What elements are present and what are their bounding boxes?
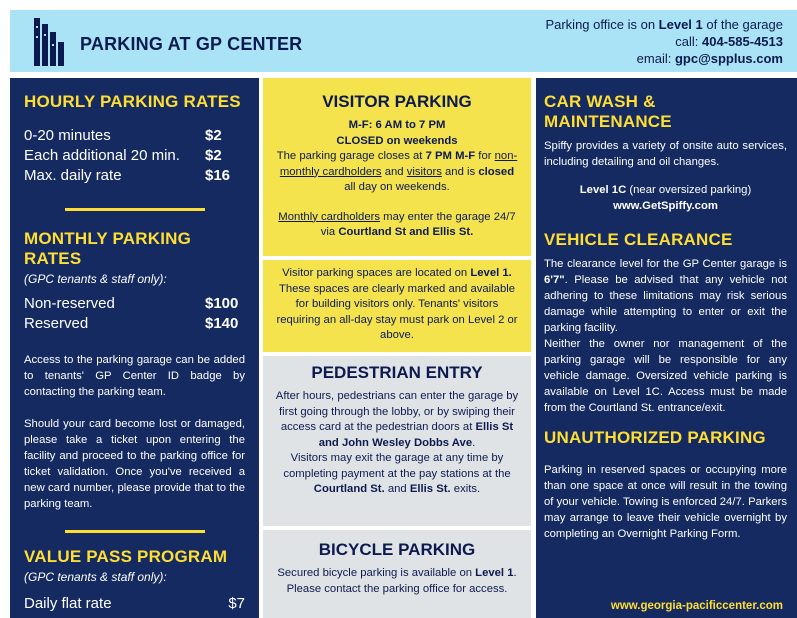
t: Level 1 [475,567,514,579]
middle-column [263,78,531,618]
t: The clearance level for the GP Center garage is [544,258,787,270]
page-title: PARKING AT GP CENTER [80,34,303,54]
phone-number[interactable]: 404-585-4513 [702,34,783,49]
monthly-rates [24,294,245,334]
bicycle-title: BICYCLE PARKING [318,540,476,559]
t: may enter the garage 24/7 via [320,210,516,238]
t: and [381,165,407,178]
visitor-spaces-text [275,266,519,344]
visitor-spaces-box [263,260,531,352]
liability-text: Neither the owner nor management of the parking garage will be responsible for any vehicle damage. Oversized vehicle parking is available on Level 1C. Access must be made from the Courtland St. entrance/exit. [544,338,787,414]
rate-row [24,126,245,146]
rate-row [24,314,245,334]
services-column [536,78,797,618]
t: Ellis St and John Wesley Dobbs Ave [318,421,514,449]
hourly-title: HOURLY PARKING RATES [24,92,241,111]
visitor-parking-box [263,78,531,256]
t: Monthly cardholders [278,210,381,223]
monthly-note: (GPC tenants & staff only): [24,272,167,286]
section-divider [65,208,205,211]
visitor-closed: CLOSED on weekends [336,134,458,147]
section-divider [65,530,205,533]
rate-row [24,594,245,614]
t: Courtland St. [313,483,385,495]
value-pass-note: (GPC tenants & staff only): [24,570,167,584]
t: 6'7" [544,274,565,286]
t: Level 1C [579,184,627,196]
t: for [475,150,495,162]
t: . Please contact the parking office for access. [286,567,517,595]
rate-value: $100 [205,295,239,312]
t: After hours, pedestrians can enter the garage by first going through the lobby, or by swiping their access card at the pedestrian doors at [275,390,519,433]
t: . [472,436,476,449]
visitor-title: VISITOR PARKING [322,92,472,111]
carwash-location [544,182,787,198]
pedestrian-exit-text [273,451,521,498]
monthly-access-text [273,210,521,241]
bicycle-text [275,566,519,597]
office-level: Level 1 [658,17,703,32]
t: all day on weekends. [344,181,450,193]
monthly-title: MONTHLY PARKING RATES [24,229,192,268]
rate-label: Non-reserved [24,295,115,312]
pedestrian-entry-box [263,356,531,526]
clearance-text [544,256,787,336]
t: Visitor parking spaces are located on [282,267,471,279]
rate-row [24,146,245,166]
rate-row [24,166,245,186]
office-text: Parking office is on [545,17,659,32]
t: closed [478,165,515,178]
t: exits. [450,483,481,495]
t: Visitors may exit the garage at any time by completing payment at the pay stations at the [283,452,511,480]
rate-label: Daily flat rate [24,595,112,612]
rates-column [10,78,259,618]
rate-value: $7 [228,595,245,612]
rate-value: $2 [205,127,222,144]
rate-value: $140 [205,315,239,332]
page-header [10,10,797,72]
pedestrian-text [273,389,521,451]
spiffy-link[interactable]: www.GetSpiffy.com [613,200,718,212]
t: Secured bicycle parking is available on [277,567,476,579]
t: Courtland St and Ellis St. [338,226,474,238]
lost-card-text: Should your card become lost or damaged, please take a ticket upon entering the facility and proceed to the parking office for ticket validation. Once you've received a new card number, please provide that to the parking team. [24,418,245,510]
visitor-closing-text [273,149,521,196]
t: and [384,483,410,495]
t: Ellis St. [409,483,451,495]
website-link[interactable]: www.georgia-pacificcenter.com [610,600,783,612]
office-text-post: of the garage [702,17,783,32]
pedestrian-title: PEDESTRIAN ENTRY [311,363,483,382]
value-pass-title: VALUE PASS PROGRAM [24,547,228,566]
t: visitors [406,165,442,178]
rate-row [24,294,245,314]
t: The parking garage closes at [276,150,426,162]
contact-info [545,16,783,67]
carwash-text: Spiffy provides a variety of onsite auto services, including detailing and oil changes. [544,140,787,168]
t: 7 PM M-F [425,150,476,162]
bicycle-parking-box [263,530,531,618]
rate-label: Max. daily rate [24,167,122,184]
t: Level 1. [470,267,512,279]
rate-value: $2 [205,147,222,164]
email-link[interactable]: gpc@spplus.com [674,51,783,66]
gp-logo-icon [32,16,68,68]
badge-access-text: Access to the parking garage can be added to tenants' GP Center ID badge by contacting the parking team. [24,354,245,398]
rate-label: 0-20 minutes [24,127,111,144]
hourly-rates [24,126,245,186]
rate-label: Each additional 20 min. [24,147,180,164]
t: non-monthly cardholders [279,150,518,178]
call-label: call: [675,34,703,49]
clearance-title: VEHICLE CLEARANCE [544,230,733,249]
unauthorized-text: Parking in reserved spaces or occupying more than one space at once will result in the towing of your vehicle. Towing is enforced 24/7. Parkers may arrange to leave their vehicle overnight by completing an Overnight Parking Form. [544,464,787,540]
email-label: email: [636,51,675,66]
t: . Please be advised that any vehicle not adhering to these limitations may risk serious damage while attempting to enter or exit the parking facility. [544,274,787,334]
rate-label: Reserved [24,315,89,332]
unauthorized-title: UNAUTHORIZED PARKING [544,428,766,447]
rate-value: $16 [205,167,231,184]
t: These spaces are clearly marked and available for building visitors only. Tenants' visitors requiring an all-day stay must park on Level 2 or above. [276,282,518,341]
t: (near oversized parking) [626,184,752,196]
t: and is [441,165,479,178]
carwash-title: CAR WASH & MAINTENANCE [544,92,672,131]
visitor-hours: M-F: 6 AM to 7 PM [348,119,446,131]
